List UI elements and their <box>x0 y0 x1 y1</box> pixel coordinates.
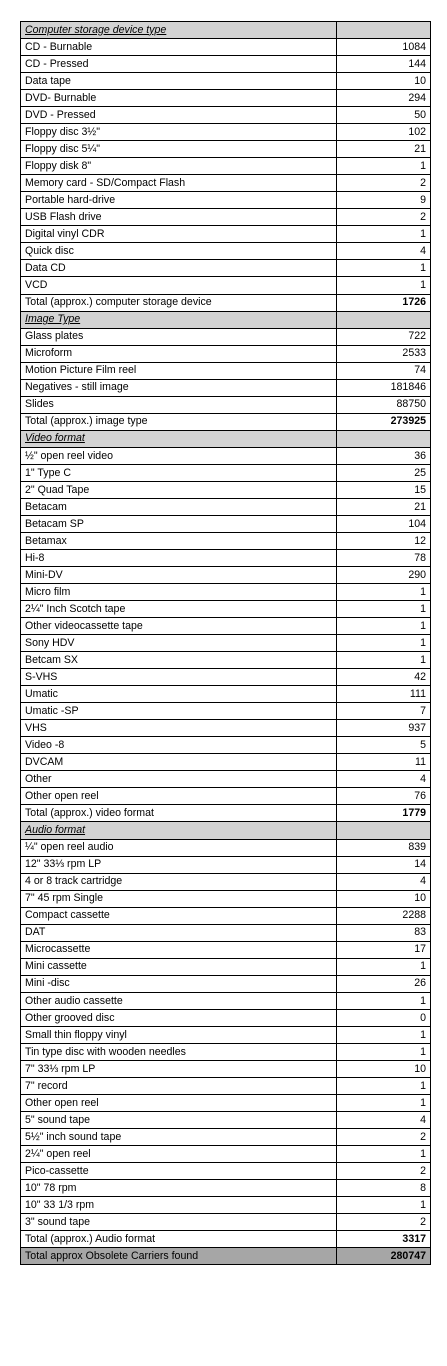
table-row <box>21 90 431 107</box>
table-row <box>21 924 431 941</box>
section-total-image-type-label: Total (approx.) image type <box>21 413 337 430</box>
table-row-value: 11 <box>337 754 431 771</box>
table-row-label: ¼" open reel audio <box>21 839 337 856</box>
table-row-label: Glass plates <box>21 328 337 345</box>
table-row <box>21 260 431 277</box>
table-row <box>21 958 431 975</box>
table-row-value: 83 <box>337 924 431 941</box>
table-row-label: 3" sound tape <box>21 1214 337 1231</box>
table-row-value: 1 <box>337 158 431 175</box>
table-row-value: 1 <box>337 1094 431 1111</box>
table-row-label: Data tape <box>21 73 337 90</box>
table-row-label: Betacam SP <box>21 515 337 532</box>
table-row <box>21 652 431 669</box>
table-row-value: 1 <box>337 992 431 1009</box>
table-row-value: 1 <box>337 635 431 652</box>
table-row-value: 74 <box>337 362 431 379</box>
table-row <box>21 771 431 788</box>
table-row <box>21 686 431 703</box>
table-row-value: 290 <box>337 567 431 584</box>
table-row-value: 1 <box>337 1077 431 1094</box>
table-row <box>21 635 431 652</box>
table-row <box>21 890 431 907</box>
table-row-value: 1084 <box>337 39 431 56</box>
table-row-value: 104 <box>337 515 431 532</box>
table-row-label: 10" 78 rpm <box>21 1180 337 1197</box>
section-total-video-format-value: 1779 <box>337 805 431 822</box>
table-row <box>21 1163 431 1180</box>
table-row-label: Quick disc <box>21 243 337 260</box>
table-row-value: 1 <box>337 652 431 669</box>
table-row-label: Other <box>21 771 337 788</box>
table-row <box>21 379 431 396</box>
grand-total-row-value: 280747 <box>337 1248 431 1265</box>
grand-total-row <box>21 1248 431 1265</box>
table-row-value: 1 <box>337 1197 431 1214</box>
section-total-audio-format <box>21 1231 431 1248</box>
table-row <box>21 720 431 737</box>
table-row-label: Small thin floppy vinyl <box>21 1026 337 1043</box>
table-row-label: S-VHS <box>21 669 337 686</box>
table-row-label: Data CD <box>21 260 337 277</box>
table-row-label: Digital vinyl CDR <box>21 226 337 243</box>
table-row-label: Betcam SX <box>21 652 337 669</box>
table-row-label: 7" record <box>21 1077 337 1094</box>
table-row-value: 78 <box>337 549 431 566</box>
table-row-value: 21 <box>337 498 431 515</box>
table-row-label: 5½" inch sound tape <box>21 1129 337 1146</box>
table-row-value: 1 <box>337 260 431 277</box>
table-row <box>21 277 431 294</box>
table-row-label: Sony HDV <box>21 635 337 652</box>
table-row <box>21 209 431 226</box>
table-row-label: Umatic -SP <box>21 703 337 720</box>
table-row-label: Floppy disk 8" <box>21 158 337 175</box>
table-row-label: Mini-DV <box>21 567 337 584</box>
table-row-value: 9 <box>337 192 431 209</box>
section-total-computer-storage-device-type-label: Total (approx.) computer storage device <box>21 294 337 311</box>
table-row-label: Mini cassette <box>21 958 337 975</box>
table-row-label: DVCAM <box>21 754 337 771</box>
table-row-label: 12" 33⅓ rpm LP <box>21 856 337 873</box>
table-row <box>21 56 431 73</box>
table-row-value: 2 <box>337 1214 431 1231</box>
table-row-label: 2¼" open reel <box>21 1146 337 1163</box>
table-row-label: Video -8 <box>21 737 337 754</box>
table-row <box>21 345 431 362</box>
table-row <box>21 175 431 192</box>
carrier-count-table <box>20 21 431 1265</box>
table-row <box>21 618 431 635</box>
section-total-computer-storage-device-type <box>21 294 431 311</box>
table-row-value: 722 <box>337 328 431 345</box>
table-row-label: Motion Picture Film reel <box>21 362 337 379</box>
grand-total-row-label: Total approx Obsolete Carriers found <box>21 1248 337 1265</box>
table-row <box>21 873 431 890</box>
table-row-value: 111 <box>337 686 431 703</box>
table-row <box>21 1197 431 1214</box>
table-row-label: Betacam <box>21 498 337 515</box>
table-row-value: 1 <box>337 584 431 601</box>
table-row-value: 4 <box>337 873 431 890</box>
table-row-value: 2 <box>337 209 431 226</box>
table-row <box>21 515 431 532</box>
table-row-label: 1" Type C <box>21 464 337 481</box>
table-row-value: 937 <box>337 720 431 737</box>
table-row-label: 4 or 8 track cartridge <box>21 873 337 890</box>
section-total-audio-format-value: 3317 <box>337 1231 431 1248</box>
table-row <box>21 941 431 958</box>
table-row-value: 0 <box>337 1009 431 1026</box>
table-body <box>21 22 431 1265</box>
table-row-value: 10 <box>337 890 431 907</box>
table-row-label: DVD - Pressed <box>21 107 337 124</box>
table-row-label: ½" open reel video <box>21 447 337 464</box>
table-row-label: Compact cassette <box>21 907 337 924</box>
table-row <box>21 107 431 124</box>
table-row-label: Other open reel <box>21 788 337 805</box>
table-row-label: Hi-8 <box>21 549 337 566</box>
table-row-label: Micro film <box>21 584 337 601</box>
section-header-audio-format-value <box>337 822 431 839</box>
table-row <box>21 754 431 771</box>
table-row <box>21 39 431 56</box>
table-row <box>21 447 431 464</box>
section-header-video-format-label: Video format <box>21 430 337 447</box>
table-row-value: 4 <box>337 243 431 260</box>
table-row-value: 50 <box>337 107 431 124</box>
table-row <box>21 464 431 481</box>
table-row-value: 1 <box>337 277 431 294</box>
spreadsheet <box>20 21 430 1265</box>
table-row <box>21 1043 431 1060</box>
table-row-label: CD - Burnable <box>21 39 337 56</box>
table-row-value: 4 <box>337 1112 431 1129</box>
table-row-value: 88750 <box>337 396 431 413</box>
table-row-value: 76 <box>337 788 431 805</box>
table-row-label: Other grooved disc <box>21 1009 337 1026</box>
table-row <box>21 1077 431 1094</box>
table-row-value: 5 <box>337 737 431 754</box>
table-row <box>21 1214 431 1231</box>
section-total-audio-format-label: Total (approx.) Audio format <box>21 1231 337 1248</box>
table-row-label: 5" sound tape <box>21 1112 337 1129</box>
table-row-label: DVD- Burnable <box>21 90 337 107</box>
section-header-audio-format <box>21 822 431 839</box>
table-row <box>21 1026 431 1043</box>
table-row-label: Negatives - still image <box>21 379 337 396</box>
section-total-video-format-label: Total (approx.) video format <box>21 805 337 822</box>
table-row <box>21 975 431 992</box>
table-row-label: 10" 33 1/3 rpm <box>21 1197 337 1214</box>
table-row-value: 12 <box>337 532 431 549</box>
table-row-label: Other videocassette tape <box>21 618 337 635</box>
table-row <box>21 1129 431 1146</box>
table-row-value: 26 <box>337 975 431 992</box>
section-total-video-format <box>21 805 431 822</box>
table-row-label: 7" 33⅓ rpm LP <box>21 1060 337 1077</box>
table-row <box>21 584 431 601</box>
table-row <box>21 1009 431 1026</box>
table-row-value: 25 <box>337 464 431 481</box>
table-row <box>21 1094 431 1111</box>
section-header-image-type-value <box>337 311 431 328</box>
table-row-value: 102 <box>337 124 431 141</box>
table-row-label: Other open reel <box>21 1094 337 1111</box>
table-row-value: 1 <box>337 958 431 975</box>
section-header-computer-storage-device-type-value <box>337 22 431 39</box>
section-header-image-type-label: Image Type <box>21 311 337 328</box>
table-row <box>21 788 431 805</box>
table-row-label: Microcassette <box>21 941 337 958</box>
table-row <box>21 907 431 924</box>
table-row-value: 2533 <box>337 345 431 362</box>
table-row-label: Floppy disc 5¼" <box>21 141 337 158</box>
table-row-label: Tin type disc with wooden needles <box>21 1043 337 1060</box>
table-row <box>21 124 431 141</box>
section-total-image-type-value: 273925 <box>337 413 431 430</box>
table-row-value: 42 <box>337 669 431 686</box>
table-row <box>21 532 431 549</box>
table-row-label: CD - Pressed <box>21 56 337 73</box>
table-row-value: 15 <box>337 481 431 498</box>
table-row-label: Betamax <box>21 532 337 549</box>
table-row <box>21 1146 431 1163</box>
table-row-label: 7" 45 rpm Single <box>21 890 337 907</box>
table-row-label: 2¼" Inch Scotch tape <box>21 601 337 618</box>
table-row-value: 10 <box>337 73 431 90</box>
section-header-video-format <box>21 430 431 447</box>
table-row <box>21 1112 431 1129</box>
table-row-label: Other audio cassette <box>21 992 337 1009</box>
table-row <box>21 73 431 90</box>
table-row-value: 144 <box>337 56 431 73</box>
table-row <box>21 1180 431 1197</box>
table-row-label: Slides <box>21 396 337 413</box>
table-row-label: DAT <box>21 924 337 941</box>
table-row-value: 1 <box>337 601 431 618</box>
table-row-value: 1 <box>337 1043 431 1060</box>
table-row-value: 2 <box>337 1129 431 1146</box>
table-row-value: 2288 <box>337 907 431 924</box>
table-row <box>21 601 431 618</box>
table-row <box>21 396 431 413</box>
table-row <box>21 362 431 379</box>
table-row-label: Memory card - SD/Compact Flash <box>21 175 337 192</box>
table-row-value: 14 <box>337 856 431 873</box>
table-row <box>21 243 431 260</box>
table-row <box>21 328 431 345</box>
table-row-value: 1 <box>337 226 431 243</box>
table-row-value: 21 <box>337 141 431 158</box>
table-row-value: 1 <box>337 618 431 635</box>
table-row <box>21 481 431 498</box>
section-header-video-format-value <box>337 430 431 447</box>
table-row-value: 1 <box>337 1026 431 1043</box>
table-row <box>21 158 431 175</box>
table-row-value: 1 <box>337 1146 431 1163</box>
table-row-value: 294 <box>337 90 431 107</box>
table-row-label: Portable hard-drive <box>21 192 337 209</box>
table-row-label: Microform <box>21 345 337 362</box>
section-total-computer-storage-device-type-value: 1726 <box>337 294 431 311</box>
table-row <box>21 567 431 584</box>
table-row-label: Floppy disc 3½" <box>21 124 337 141</box>
section-header-audio-format-label: Audio format <box>21 822 337 839</box>
table-row-value: 7 <box>337 703 431 720</box>
table-row-value: 2 <box>337 1163 431 1180</box>
section-header-computer-storage-device-type <box>21 22 431 39</box>
table-row-value: 17 <box>337 941 431 958</box>
section-header-image-type <box>21 311 431 328</box>
table-row-label: 2" Quad Tape <box>21 481 337 498</box>
table-row <box>21 498 431 515</box>
table-row-value: 181846 <box>337 379 431 396</box>
table-row-value: 10 <box>337 1060 431 1077</box>
table-row-label: USB Flash drive <box>21 209 337 226</box>
table-row <box>21 669 431 686</box>
table-row <box>21 703 431 720</box>
table-row-value: 8 <box>337 1180 431 1197</box>
table-row-label: Mini -disc <box>21 975 337 992</box>
table-row <box>21 549 431 566</box>
table-row-value: 839 <box>337 839 431 856</box>
table-row <box>21 226 431 243</box>
table-row-value: 2 <box>337 175 431 192</box>
table-row-label: VCD <box>21 277 337 294</box>
table-row-label: Pico-cassette <box>21 1163 337 1180</box>
table-row-value: 4 <box>337 771 431 788</box>
table-row-label: Umatic <box>21 686 337 703</box>
table-row <box>21 856 431 873</box>
table-row-label: VHS <box>21 720 337 737</box>
table-row <box>21 141 431 158</box>
table-row <box>21 992 431 1009</box>
table-row <box>21 839 431 856</box>
table-row <box>21 1060 431 1077</box>
table-row <box>21 737 431 754</box>
section-header-computer-storage-device-type-label: Computer storage device type <box>21 22 337 39</box>
table-row <box>21 192 431 209</box>
table-row-value: 36 <box>337 447 431 464</box>
section-total-image-type <box>21 413 431 430</box>
